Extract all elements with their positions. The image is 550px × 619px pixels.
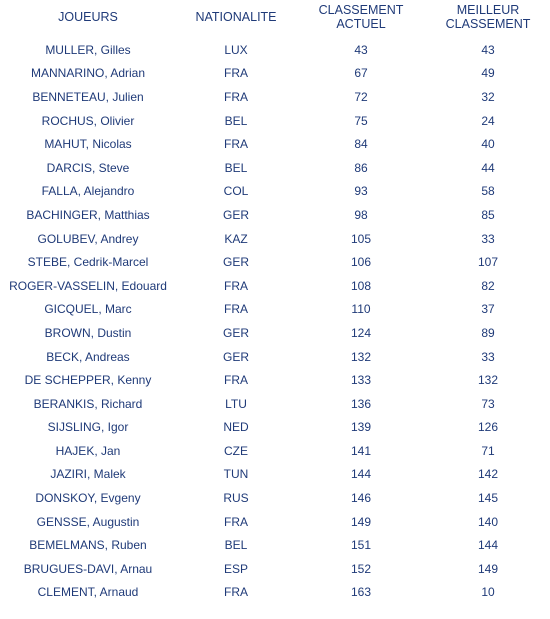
best-rank-cell: 49 bbox=[481, 66, 495, 81]
table-header bbox=[0, 0, 550, 38]
best-rank-cell: 58 bbox=[481, 184, 495, 199]
nationality-cell: GER bbox=[222, 325, 249, 340]
current-rank-cell: 141 bbox=[350, 443, 372, 458]
nationality-cell: NED bbox=[223, 420, 249, 435]
table-row bbox=[0, 416, 550, 440]
nationality-cell: LTU bbox=[225, 396, 247, 411]
nationality-cell: GER bbox=[222, 255, 249, 270]
nationality-cell: RUS bbox=[223, 491, 249, 506]
best-rank-cell: 85 bbox=[481, 207, 495, 222]
header-nationality: NATIONALITE bbox=[195, 10, 277, 24]
player-name-cell: BERANKIS, Richard bbox=[33, 396, 143, 411]
table-row bbox=[0, 38, 550, 62]
player-name-cell: FALLA, Alejandro bbox=[41, 184, 135, 199]
table-row bbox=[0, 132, 550, 156]
table-row bbox=[0, 581, 550, 605]
best-rank-cell: 132 bbox=[477, 373, 499, 388]
best-rank-cell: 149 bbox=[477, 561, 499, 576]
player-name-cell: ROCHUS, Olivier bbox=[41, 113, 135, 128]
player-name-cell: GICQUEL, Marc bbox=[44, 302, 132, 317]
table-row bbox=[0, 109, 550, 133]
player-name-cell: MANNARINO, Adrian bbox=[30, 66, 146, 81]
best-rank-cell: 140 bbox=[477, 514, 499, 529]
nationality-cell: LUX bbox=[224, 42, 248, 57]
table-row bbox=[0, 156, 550, 180]
nationality-cell: COL bbox=[223, 184, 249, 199]
current-rank-cell: 144 bbox=[350, 467, 372, 482]
current-rank-cell: 149 bbox=[350, 514, 372, 529]
table-row bbox=[0, 274, 550, 298]
best-rank-cell: 82 bbox=[481, 278, 495, 293]
player-name-cell: BRUGUES-DAVI, Arnau bbox=[23, 561, 153, 576]
current-rank-cell: 124 bbox=[350, 325, 372, 340]
nationality-cell: GER bbox=[222, 349, 249, 364]
best-rank-cell: 33 bbox=[481, 231, 495, 246]
current-rank-cell: 84 bbox=[354, 137, 368, 152]
current-rank-cell: 152 bbox=[350, 561, 372, 576]
nationality-cell: KAZ bbox=[224, 231, 248, 246]
table-row bbox=[0, 345, 550, 369]
best-rank-cell: 33 bbox=[481, 349, 495, 364]
best-rank-cell: 44 bbox=[481, 160, 495, 175]
table-row bbox=[0, 203, 550, 227]
current-rank-cell: 98 bbox=[354, 207, 368, 222]
best-rank-cell: 32 bbox=[481, 89, 495, 104]
best-rank-cell: 10 bbox=[481, 585, 495, 600]
current-rank-cell: 163 bbox=[350, 585, 372, 600]
best-rank-cell: 40 bbox=[481, 137, 495, 152]
best-rank-cell: 73 bbox=[481, 396, 495, 411]
header-current-rank bbox=[296, 0, 426, 38]
current-rank-cell: 139 bbox=[350, 420, 372, 435]
best-rank-cell: 43 bbox=[481, 42, 495, 57]
header-best-rank-line-2: CLASSEMENT bbox=[445, 17, 531, 31]
current-rank-cell: 105 bbox=[350, 231, 372, 246]
best-rank-cell: 142 bbox=[477, 467, 499, 482]
nationality-cell: FRA bbox=[224, 66, 248, 81]
table-row bbox=[0, 510, 550, 534]
nationality-cell: FRA bbox=[224, 89, 248, 104]
player-name-cell: BEMELMANS, Ruben bbox=[29, 538, 147, 553]
player-name-cell: STEBE, Cedrik-Marcel bbox=[27, 255, 149, 270]
nationality-cell: BEL bbox=[224, 538, 248, 553]
best-rank-cell: 89 bbox=[481, 325, 495, 340]
table-row bbox=[0, 180, 550, 204]
player-name-cell: SIJSLING, Igor bbox=[47, 420, 129, 435]
player-name-cell: MULLER, Gilles bbox=[45, 42, 131, 57]
current-rank-cell: 110 bbox=[351, 302, 371, 317]
header-best-rank-line-1: MEILLEUR bbox=[456, 3, 520, 17]
player-name-cell: DONSKOY, Evgeny bbox=[35, 491, 141, 506]
current-rank-cell: 72 bbox=[354, 89, 368, 104]
best-rank-cell: 126 bbox=[477, 420, 499, 435]
table-row bbox=[0, 557, 550, 581]
current-rank-cell: 133 bbox=[350, 373, 372, 388]
table-row bbox=[0, 439, 550, 463]
current-rank-cell: 43 bbox=[354, 42, 368, 57]
player-name-cell: BROWN, Dustin bbox=[44, 325, 132, 340]
nationality-cell: FRA bbox=[224, 137, 248, 152]
table-body bbox=[0, 38, 550, 604]
table-row bbox=[0, 463, 550, 487]
current-rank-cell: 108 bbox=[350, 278, 372, 293]
best-rank-cell: 144 bbox=[477, 538, 499, 553]
player-name-cell: JAZIRI, Malek bbox=[50, 467, 126, 482]
nationality-cell: TUN bbox=[223, 467, 249, 482]
player-name-cell: BACHINGER, Matthias bbox=[26, 207, 150, 222]
nationality-cell: FRA bbox=[224, 373, 248, 388]
table-row bbox=[0, 250, 550, 274]
current-rank-cell: 75 bbox=[354, 113, 368, 128]
current-rank-cell: 146 bbox=[350, 491, 372, 506]
header-best-rank bbox=[426, 0, 550, 38]
table-row bbox=[0, 368, 550, 392]
table-row bbox=[0, 486, 550, 510]
current-rank-cell: 136 bbox=[350, 396, 372, 411]
player-name-cell: GENSSE, Augustin bbox=[36, 514, 140, 529]
nationality-cell: FRA bbox=[224, 278, 248, 293]
current-rank-cell: 93 bbox=[354, 184, 368, 199]
table-row bbox=[0, 533, 550, 557]
current-rank-cell: 132 bbox=[350, 349, 372, 364]
table-row bbox=[0, 85, 550, 109]
player-name-cell: HAJEK, Jan bbox=[55, 443, 121, 458]
current-rank-cell: 86 bbox=[354, 160, 368, 175]
player-name-cell: MAHUT, Nicolas bbox=[44, 137, 132, 152]
current-rank-cell: 67 bbox=[354, 66, 368, 81]
table-row bbox=[0, 392, 550, 416]
player-name-cell: CLEMENT, Arnaud bbox=[37, 585, 139, 600]
player-name-cell: BECK, Andreas bbox=[46, 349, 130, 364]
nationality-cell: FRA bbox=[224, 302, 248, 317]
nationality-cell: BEL bbox=[224, 160, 248, 175]
nationality-cell: FRA bbox=[224, 585, 248, 600]
header-player: JOUEURS bbox=[58, 10, 118, 24]
nationality-cell: CZE bbox=[224, 443, 248, 458]
table-row bbox=[0, 321, 550, 345]
nationality-cell: ESP bbox=[223, 561, 248, 576]
header-current-rank-line-1: CLASSEMENT bbox=[318, 3, 404, 17]
player-name-cell: DARCIS, Steve bbox=[46, 160, 130, 175]
player-name-cell: ROGER-VASSELIN, Edouard bbox=[9, 278, 167, 293]
table-row bbox=[0, 298, 550, 322]
nationality-cell: FRA bbox=[224, 514, 248, 529]
table-row bbox=[0, 227, 550, 251]
header-row bbox=[0, 0, 550, 38]
player-name-cell: DE SCHEPPER, Kenny bbox=[24, 373, 152, 388]
best-rank-cell: 71 bbox=[481, 443, 495, 458]
current-rank-cell: 151 bbox=[350, 538, 372, 553]
best-rank-cell: 24 bbox=[481, 113, 495, 128]
header-current-rank-line-2: ACTUEL bbox=[336, 17, 386, 31]
player-name-cell: BENNETEAU, Julien bbox=[32, 89, 144, 104]
best-rank-cell: 37 bbox=[481, 302, 495, 317]
best-rank-cell: 145 bbox=[477, 491, 499, 506]
best-rank-cell: 107 bbox=[477, 255, 499, 270]
table-row bbox=[0, 62, 550, 86]
nationality-cell: BEL bbox=[224, 113, 248, 128]
nationality-cell: GER bbox=[222, 207, 249, 222]
player-name-cell: GOLUBEV, Andrey bbox=[37, 231, 139, 246]
current-rank-cell: 106 bbox=[350, 255, 372, 270]
